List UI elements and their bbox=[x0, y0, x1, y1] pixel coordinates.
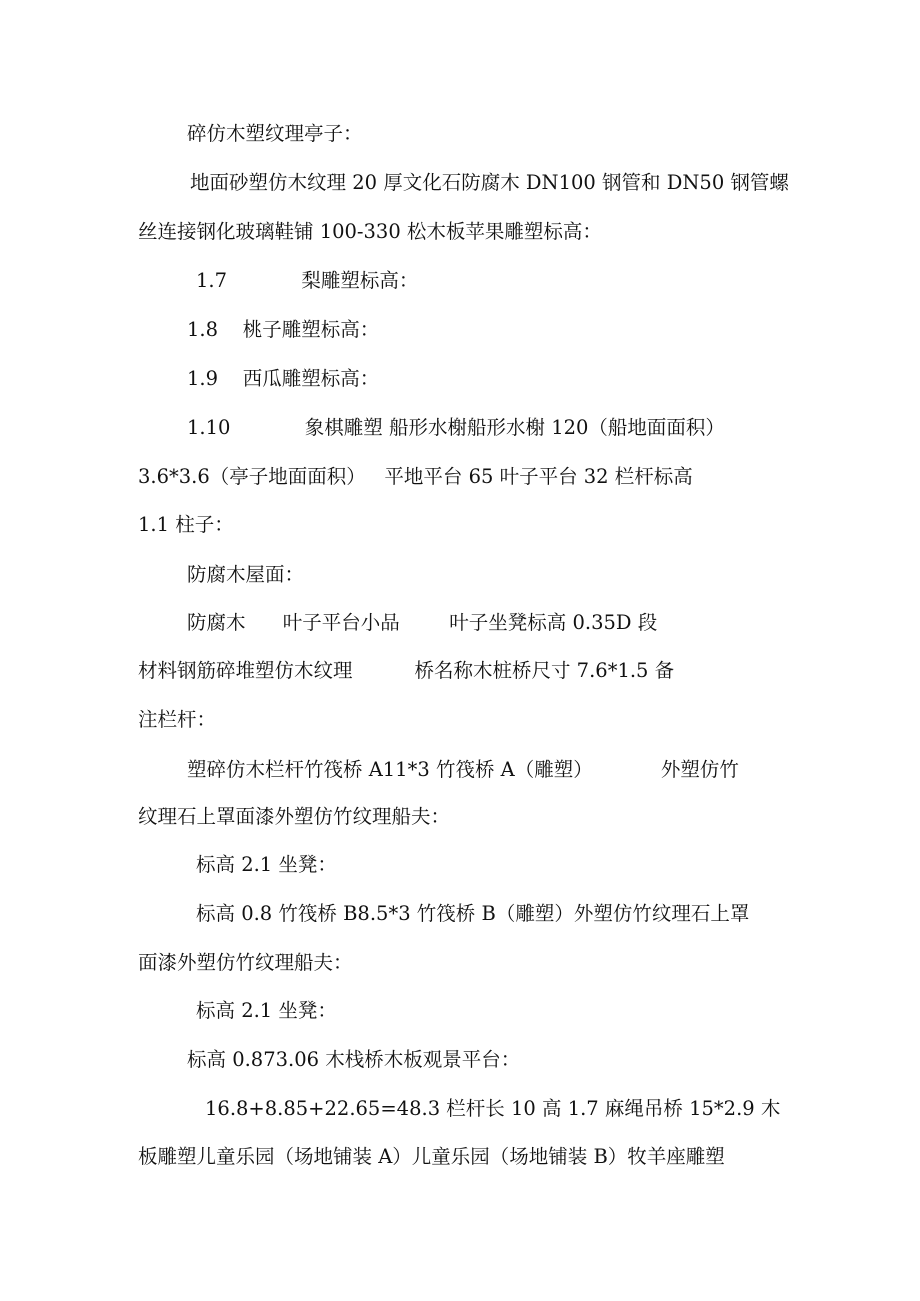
line-1-9: 1.9 西瓜雕塑标高： bbox=[187, 367, 380, 390]
line-bamboo-raft-a: 塑碎仿木栏杆竹筏桥 A11*3 竹筏桥 A（雕塑） 外塑仿竹 bbox=[187, 758, 739, 781]
line-boatman-2: 面漆外塑仿竹纹理船夫： bbox=[138, 951, 353, 974]
line-bridge-size: 材料钢筋碎堆塑仿木纹理 桥名称木桩桥尺寸 7.6*1.5 备 bbox=[138, 659, 675, 682]
line-roof: 防腐木屋面： bbox=[187, 563, 305, 586]
line-playground: 板雕塑儿童乐园（场地铺装 A）儿童乐园（场地铺装 B）牧羊座雕塑 bbox=[138, 1145, 725, 1168]
line-materials-1: 地面砂塑仿木纹理 20 厚文化石防腐木 DN100 钢管和 DN50 钢管螺 bbox=[190, 171, 789, 194]
line-title-pavilion: 碎仿木塑纹理亭子： bbox=[187, 122, 363, 145]
line-boatman-1: 纹理石上罩面漆外塑仿竹纹理船夫： bbox=[138, 805, 451, 828]
line-trestle-bridge: 标高 0.873.06 木栈桥木板观景平台： bbox=[187, 1048, 521, 1071]
line-materials-2: 丝连接钢化玻璃鞋铺 100-330 松木板苹果雕塑标高： bbox=[138, 220, 602, 243]
line-railing-note: 注栏杆： bbox=[138, 708, 217, 731]
line-height-2-1-b: 标高 2.1 坐凳： bbox=[196, 999, 337, 1022]
line-height-2-1-a: 标高 2.1 坐凳： bbox=[196, 853, 337, 876]
line-column: 1.1 柱子： bbox=[138, 513, 234, 536]
line-railing-length: 16.8+8.85+22.65=48.3 栏杆长 10 高 1.7 麻绳吊桥 15*2.9 木 bbox=[205, 1097, 781, 1120]
line-area: 3.6*3.6（亭子地面面积） 平地平台 65 叶子平台 32 栏杆标高 bbox=[138, 465, 693, 488]
line-1-7: 1.7 梨雕塑标高： bbox=[196, 269, 419, 292]
line-bamboo-raft-b: 标高 0.8 竹筏桥 B8.5*3 竹筏桥 B（雕塑）外塑仿竹纹理石上罩 bbox=[196, 902, 750, 925]
line-leaf-platform: 防腐木 叶子平台小品 叶子坐凳标高 0.35D 段 bbox=[187, 611, 658, 634]
line-1-10: 1.10 象棋雕塑 船形水榭船形水榭 120（船地面面积） bbox=[187, 416, 725, 439]
line-1-8: 1.8 桃子雕塑标高： bbox=[187, 318, 380, 341]
